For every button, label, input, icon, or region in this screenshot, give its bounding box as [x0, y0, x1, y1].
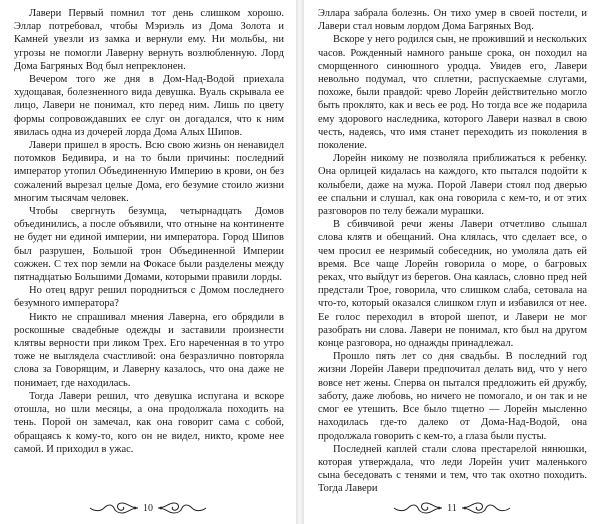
- paragraph: Эллара забрала болезнь. Он тихо умер в своей постели, и Лавери стал новым лордом Дома Багряных Вод.: [318, 8, 587, 33]
- right-page: [304, 0, 600, 524]
- paragraph: Вечером того же дня в Дом-Над-Водой приехала худощавая, болезненного вида девушка. Вуаль скрывала ее лицо, Лавери не понимал, кто перед ним. Лишь по цвету формы сопровождавших ее слуг он догадался, что к ним явилась одна из дочерей лорда Дома Алых Шипов.: [14, 74, 284, 138]
- page-folio: [304, 498, 600, 518]
- paragraph: Последней каплей стали слова престарелой нянюшки, которая утверждала, что леди Лорейн учит маленького сына беседовать с тенями и тем, что так охотно походить. Тогда Лавери: [318, 443, 587, 495]
- left-flourish-icon: [88, 501, 140, 515]
- page-number: 10: [143, 502, 153, 514]
- page-number: 11: [447, 502, 457, 514]
- page-folio: [0, 498, 296, 518]
- paragraph: Тогда Лавери решил, что девушка испугана и вскоре отошла, но шли месяцы, а она продолжала походить на тень. Порой он замечал, как она говорит сама с собой, обращаясь к кому-то, кого он не видел, никто, кроме нее самой. И приходил в ужас.: [14, 390, 284, 455]
- left-page-text: [14, 7, 284, 456]
- book-spine: [296, 0, 304, 524]
- paragraph: Прошло пять лет со дня свадьбы. В последний год жизни Лорейн Лавери предпочитал делать вид, что у него вовсе нет жены. Сперва он пытался предложить ей дружбу, заботу, даже любовь, но ничего не помогало, и он так и не смог ее утешить. Все было тщетно — Лорейн мысленно находилась где-то далеко от Дома-Над-Водой, она продолжала говорить с кем-то, а глаза были пусты.: [318, 351, 587, 442]
- right-page-text: [318, 7, 587, 496]
- paragraph: Чтобы свергнуть безумца, четырнадцать Домов объединились, а после объявили, что отныне на континенте не будет ни единой империи, ни императора. Город Шипов был разрушен, Большой трон Объединенной Империи сожжен. С тех пор земли на Фокасе были разделены между пятнадцатью Большими Домами, которыми правили лорды.: [14, 206, 284, 284]
- left-page: [0, 0, 296, 524]
- paragraph: Вскоре у него родился сын, не проживший и нескольких часов. Рожденный намного раньше срока, он походил на сморщенного синюшного уродца. Увидев его, Лавери невольно подумал, что сплетни, распускаемые слугами, похоже, были правдой: чрево Лорейн действительно могло быть проклято, как и весь ее род. Но тогда все же подарила ему здорового наследника, которого Лавери назвал в свою честь, надеясь, что имя станет переходить из поколения в поколение.: [318, 34, 587, 152]
- left-flourish-icon: [392, 501, 444, 515]
- right-flourish-icon: [460, 501, 512, 515]
- paragraph: Но отец вдруг решил породниться с Домом последнего безумного императора?: [14, 285, 284, 310]
- paragraph: Лорейн никому не позволяла приближаться к ребенку. Она орлицей кидалась на каждого, кто пытался подойти к колыбели, даже на мужа. Порой Лавери стоял под дверью ее спальни и слушал, как она говорила с кем-то, и от этих разговоров по телу бежали мурашки.: [318, 153, 587, 218]
- paragraph: В сбивчивой речи жены Лавери отчетливо слышал слова клятв и обещаний. Она клялась, что сделает все, о чем просил ее незримый собеседник, но умоляла дать ей время. Все чаще Лорейн говорила о море, о багровых реках, что выйдут из берегов. Она каялась, словно пред ней предстали Трое, говорила, что слишком слаба, сетовала на что-то, который оказался слишком глуп и избавился от нее. Ее голос переходил в второй шепот, и Лавери не мог разобрать ни слова. Лавери не понимал, кто был на другом конце разговора, но однажды принадлежал.: [318, 219, 587, 350]
- paragraph: Никто не спрашивал мнения Лаверна, его обрядили в роскошные свадебные одежды и заставили произнести клятвы верности при ликом Трех. Его нареченная в то утро тоже не выглядела счастливой: она безразлично повторяла слова за Говорящим, и Лаверну казалось, что она даже не понимает, где находилась.: [14, 311, 284, 389]
- paragraph: Лавери Первый помнил тот день слишком хорошо. Эллар потребовал, чтобы Мэриэль из Дома Золота и Камней увезли из замка и вернули ему. Ни мольбы, ни угрозы не помогли Лаверну вернуть возлюбленную. Лорд Дома Багряных Вод был непреклонен.: [14, 8, 284, 72]
- right-flourish-icon: [156, 501, 208, 515]
- paragraph: Лавери пришел в ярость. Всю свою жизнь он ненавидел потомков Бедивира, и на то были причины: последний император утопил Объединенную Империю в крови, он без сожалений вырезал целые Дома, его безумие стоило жизни многим тысячам человек.: [14, 140, 284, 204]
